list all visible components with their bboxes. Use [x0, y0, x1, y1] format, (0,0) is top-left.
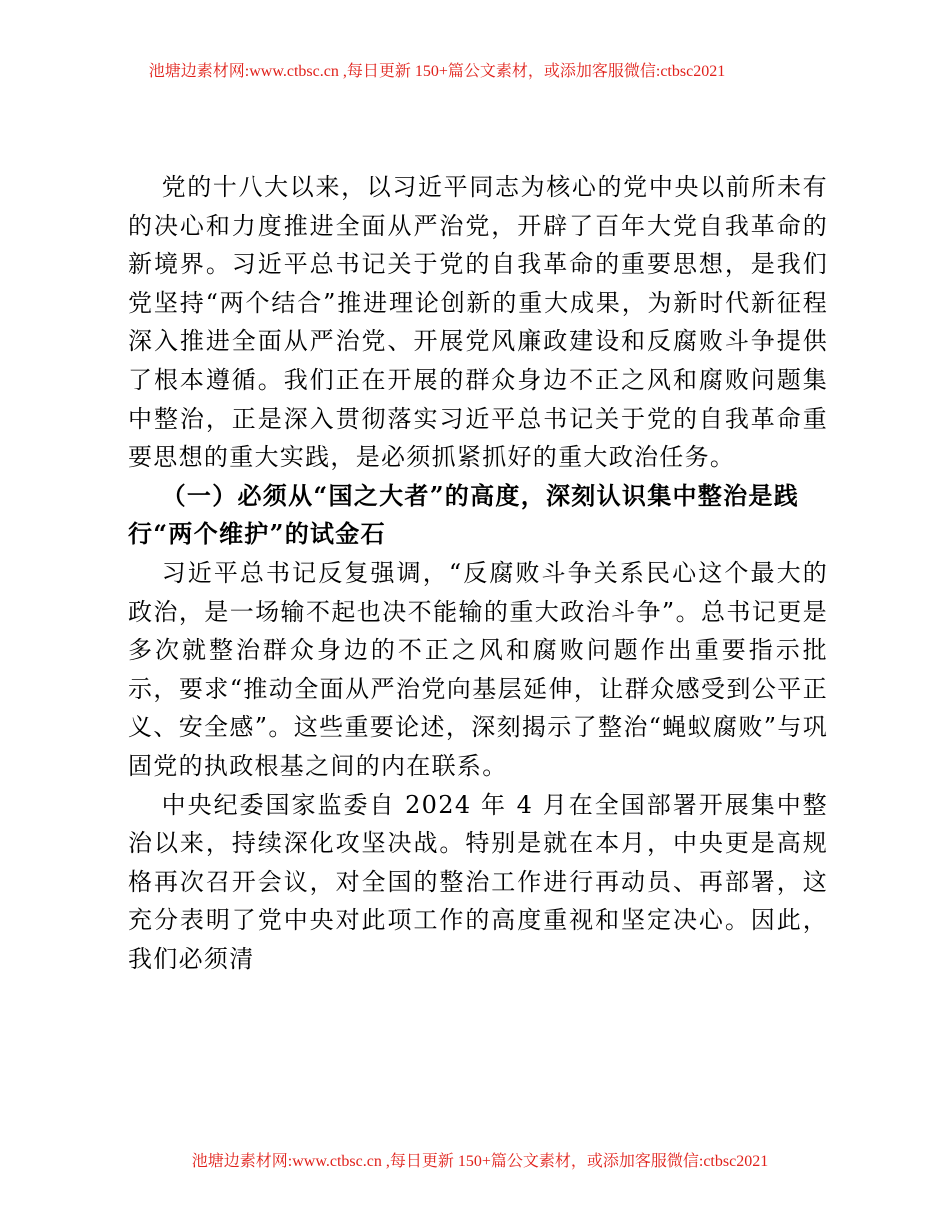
paragraph-intro: 党的十八大以来，以习近平同志为核心的党中央以前所未有的决心和力度推进全面从严治党，开辟了百年大党自我革命的新境界。习近平总书记关于党的自我革命的重要思想，是我们党坚持“两个结合”推进理论创新的重大成果，为新时代新征程深入推进全面从严治党、开展党风廉政建设和反腐败斗争提供了根本遵循。我们正在开展的群众身边不正之风和腐败问题集中整治，正是深入贯彻落实习近平总书记关于党的自我革命重要思想的重大实践，是必须抓紧抓好的重大政治任务。 — [128, 173, 828, 472]
paragraph-deployment: 中央纪委国家监委自 2024 年 4 月在全国部署开展集中整治以来，持续深化攻坚决战。特别是就在本月，中央更是高规格再次召开会议，对全国的整治工作进行再动员、再部署，这充分表明了党中央对此项工作的高度重视和坚定决心。因此，我们必须清 — [128, 790, 828, 973]
watermark-header: 池塘边素材网:www.ctbsc.cn ,每日更新 150+篇公文素材，或添加客服微信:ctbsc2021 — [148, 63, 726, 80]
paragraph-quote: 习近平总书记反复强调，“反腐败斗争关系民心这个最大的政治，是一场输不起也决不能输的重大政治斗争”。总书记更是多次就整治群众身边的不正之风和腐败问题作出重要指示批示，要求“推动全面从严治党向基层延伸，让群众感受到公平正义、安全感”。这些重要论述，深刻揭示了整治“蝇蚁腐败”与巩固党的执政根基之间的内在联系。 — [128, 558, 828, 780]
section-heading: （一）必须从“国之大者”的高度，深刻认识集中整治是践行“两个维护”的试金石 — [128, 480, 800, 549]
watermark-footer: 池塘边素材网:www.ctbsc.cn ,每日更新 150+篇公文素材，或添加客服微信:ctbsc2021 — [191, 1153, 769, 1170]
document-body — [128, 168, 828, 978]
